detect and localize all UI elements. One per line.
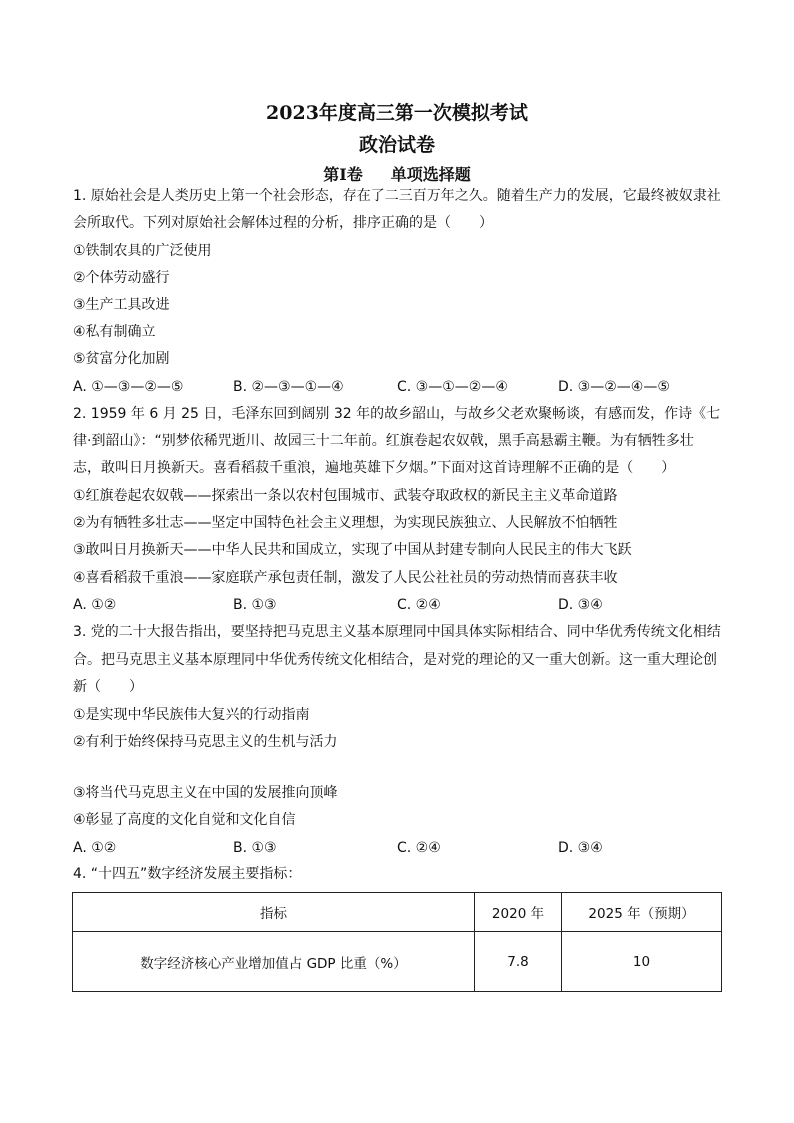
q1-item: ④私有制确立 <box>73 324 156 340</box>
q2-option-a[interactable]: A. ①② <box>73 597 117 613</box>
q1-item: ②个体劳动盛行 <box>73 270 170 286</box>
q1-option-a[interactable]: A. ①—③—②—⑤ <box>73 379 184 395</box>
q1-option-b[interactable]: B. ②—③—①—④ <box>233 379 344 395</box>
q2-stem-line2: 律·到韶山》：“别梦依稀咒逝川、故园三十二年前。红旗卷起农奴戟，黑手高悬霸主鞭。为有牺牲多壮 <box>73 433 694 449</box>
q2-stem-line3: 志，敢叫日月换新天。喜看稻菽千重浪，遍地英雄下夕烟。”下面对这首诗理解不正确的是（ ） <box>73 460 676 476</box>
q2-item: ①红旗卷起农奴戟——探索出一条以农村包围城市、武装夺取政权的新民主主义革命道路 <box>73 488 618 504</box>
q3-stem-line2: 合。把马克思主义基本原理同中华优秀传统文化相结合，是对党的理论的又一重大创新。这一重大理论创 <box>73 652 717 668</box>
q3-item: ②有利于始终保持马克思主义的生机与活力 <box>73 734 338 750</box>
table-header-row <box>73 893 722 932</box>
q1-item: ①铁制农具的广泛使用 <box>73 243 212 259</box>
q2-option-d[interactable]: D. ③④ <box>558 597 603 613</box>
table-cell: 10 <box>562 932 722 992</box>
q1-option-d[interactable]: D. ③—②—④—⑤ <box>558 379 670 395</box>
q3-item: ①是实现中华民族伟大复兴的行动指南 <box>73 707 310 723</box>
table-cell: 数字经济核心产业增加值占 GDP 比重（%） <box>73 932 475 992</box>
q2-stem-line1: 2. 1959 年 6 月 25 日，毛泽东回到阔别 32 年的故乡韶山，与故乡父老欢聚畅谈，有感而发，作诗《七 <box>73 406 721 422</box>
q1-stem-line1: 1. 原始社会是人类历史上第一个社会形态，存在了二三百万年之久。随着生产力的发展，它最终被奴隶社 <box>73 188 721 204</box>
q3-item: ④彰显了高度的文化自觉和文化自信 <box>73 812 296 828</box>
section-name: 单项选择题 <box>390 165 471 184</box>
q3-stem-line3: 新（ ） <box>73 679 143 695</box>
exam-subject: 政治试卷 <box>358 134 435 156</box>
table-header-cell: 指标 <box>73 893 475 932</box>
q1-option-c[interactable]: C. ③—①—②—④ <box>397 379 508 395</box>
table-header-cell: 2025 年（预期） <box>562 893 722 932</box>
q1-item: ③生产工具改进 <box>73 297 170 313</box>
exam-title: 2023年度高三第一次模拟考试 <box>266 102 528 124</box>
q2-item: ③敢叫日月换新天——中华人民共和国成立，实现了中国从封建专制向人民民主的伟大飞跃 <box>73 542 632 558</box>
q3-option-a[interactable]: A. ①② <box>73 840 117 856</box>
q3-item: ③将当代马克思主义在中国的发展推向顶峰 <box>73 785 338 801</box>
q3-option-b[interactable]: B. ①③ <box>233 840 277 856</box>
q2-option-b[interactable]: B. ①③ <box>233 597 277 613</box>
q3-option-d[interactable]: D. ③④ <box>558 840 603 856</box>
q2-option-c[interactable]: C. ②④ <box>397 597 441 613</box>
table-cell: 7.8 <box>475 932 562 992</box>
section-part: 第Ⅰ卷 <box>323 165 363 184</box>
q1-stem-line2: 会所取代。下列对原始社会解体过程的分析，排序正确的是（ ） <box>73 215 493 231</box>
q3-stem-line1: 3. 党的二十大报告指出，要坚持把马克思主义基本原理同中国具体实际相结合、同中华优秀传统文化相结 <box>73 624 721 640</box>
table-header-cell: 2020 年 <box>475 893 562 932</box>
indicator-table <box>72 892 722 992</box>
q2-item: ④喜看稻菽千重浪——家庭联产承包责任制，激发了人民公社社员的劳动热情而喜获丰收 <box>73 570 618 586</box>
table-row <box>73 932 722 992</box>
q1-item: ⑤贫富分化加剧 <box>73 351 170 367</box>
q4-stem: 4. “十四五”数字经济发展主要指标： <box>73 866 302 882</box>
q2-item: ②为有牺牲多壮志——坚定中国特色社会主义理想，为实现民族独立、人民解放不怕牺牲 <box>73 515 618 531</box>
section-heading <box>0 162 794 185</box>
q3-option-c[interactable]: C. ②④ <box>397 840 441 856</box>
